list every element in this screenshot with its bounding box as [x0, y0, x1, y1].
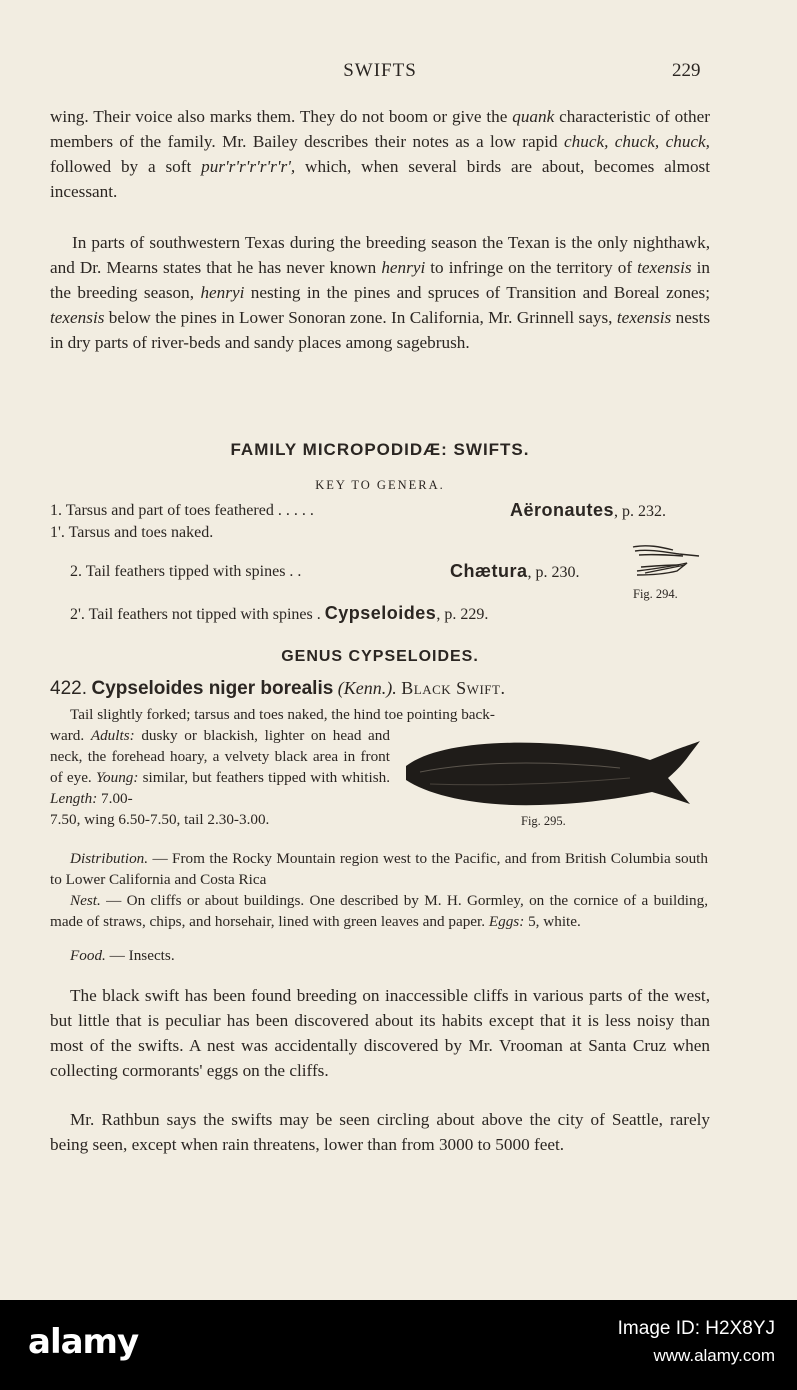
paragraph-voice: [50, 104, 710, 204]
key-line-2b: [70, 603, 488, 624]
para1-segment: wing. Their voice also marks them. They do not boom or give the: [50, 107, 513, 126]
key-line-2-result: [450, 561, 580, 582]
para2-segment: henryi: [200, 283, 245, 302]
species-heading: [50, 678, 505, 700]
figure-295-caption: Fig. 295.: [521, 814, 566, 828]
para2-segment: In parts of southwestern Texas during the breeding season the Texan is the only nighthawk, and Dr. Mearns states that he has never known: [50, 233, 710, 277]
para2-segment: to infringe on the territory of: [425, 258, 638, 277]
nest-segment: Nest.: [70, 892, 101, 909]
food-segment: Food.: [70, 947, 106, 964]
para1-segment: pur'r'r'r'r'r'r',: [201, 157, 296, 176]
swift-tail-illustration: [627, 541, 703, 585]
description-block: [50, 725, 390, 809]
para2-segment: texensis: [50, 308, 105, 327]
species-name: Cypseloides niger borealis: [91, 678, 334, 699]
page-number: 229: [672, 60, 701, 81]
para2-segment: below the pines in Lower Sonoran zone. In California, Mr. Grinnell says,: [104, 308, 617, 327]
para1-segment: followed by a soft: [50, 157, 202, 176]
genus-aeronautes: Aëronautes: [510, 500, 615, 520]
paragraph-seattle: Mr. Rathbun says the swifts may be seen circling about above the city of Seattle, rarely being seen, except when rain threatens, lower than from 3000 to 5000 feet.: [50, 1110, 710, 1154]
black-swift-illustration: [400, 738, 700, 813]
key-heading: KEY TO GENERA.: [315, 478, 445, 492]
distribution-segment: Distribution.: [70, 850, 149, 867]
para2-segment: nesting in the pines and spruces of Transition and Boreal zones;: [244, 283, 711, 302]
running-header-title: SWIFTS: [343, 60, 417, 81]
paragraph-texas: [50, 230, 710, 355]
para2-segment: texensis: [616, 308, 672, 327]
genus-heading: GENUS CYPSELOIDES.: [281, 648, 479, 665]
key-line-2b-text: 2'. Tail feathers not tipped with spines .: [70, 606, 325, 623]
key-line-1: 1. Tarsus and part of toes feathered . . . . .: [50, 502, 314, 519]
stock-footer-bar: [0, 1300, 797, 1390]
desc2-segment: Young:: [95, 769, 139, 786]
key-line-1-result: [510, 500, 666, 521]
paragraph-breeding: The black swift has been found breeding on inaccessible cliffs in various parts of the west, but little that is peculiar has been discovered about its habits except that it is less noisy than most of the swifts. A nest was accidentally discovered by Mr. Vrooman at Santa Cruz when collecting cormorants' eggs on the cliffs.: [50, 986, 710, 1080]
key-line-1b: 1'. Tarsus and toes naked.: [50, 524, 214, 541]
distribution-paragraph: [50, 848, 708, 890]
site-url: www.alamy.com: [653, 1346, 775, 1365]
genus-cypseloides-page: , p. 229.: [436, 606, 489, 623]
para2-segment: henryi: [381, 258, 426, 277]
genus-aeronautes-page: , p. 232.: [614, 503, 667, 520]
desc2-segment: ward.: [50, 727, 91, 744]
para1-segment: quank: [512, 107, 555, 126]
description-line-1: Tail slightly forked; tarsus and toes naked, the hind toe pointing back-: [70, 706, 495, 723]
genus-cypseloides: Cypseloides: [324, 603, 437, 623]
para2-segment: in the breeding season,: [50, 258, 710, 302]
nest-paragraph: [50, 890, 708, 932]
distribution-segment: — From the Rocky Mountain region west to the Pacific, and from British Columbia south to Lower California and Costa Rica: [50, 850, 708, 888]
nest-segment: 5, white.: [524, 913, 581, 930]
image-id-label: Image ID: H2X8YJ: [617, 1318, 775, 1339]
para2-segment: texensis: [637, 258, 692, 277]
desc2-segment: dusky or blackish, lighter on head and neck, the forehead hoary, a velvety black area in front of eye.: [50, 727, 390, 786]
genus-chaetura-page: , p. 230.: [527, 564, 580, 581]
desc2-segment: 7.00-: [97, 790, 133, 807]
para1-segment: which, when several birds are about, becomes almost incessant.: [50, 157, 711, 201]
food-segment: — Insects.: [105, 947, 175, 964]
figure-294-caption: Fig. 294.: [633, 587, 678, 601]
para2-segment: nests in dry parts of river-beds and sandy places among sagebrush.: [50, 308, 711, 352]
para1-segment: characteristic of other members of the family. Mr. Bailey describes their notes as a low rapid: [50, 107, 710, 151]
family-heading: FAMILY MICROPODIDÆ: SWIFTS.: [230, 440, 530, 459]
nest-segment: — On cliffs or about buildings. One described by M. H. Gormley, on the cornice of a building, made of straws, chips, and horsehair, lined with green leaves and paper.: [50, 892, 708, 930]
key-line-2: 2. Tail feathers tipped with spines . .: [70, 563, 302, 580]
para1-segment: chuck, chuck, chuck,: [564, 132, 710, 151]
species-common-name: Black Swift.: [401, 678, 506, 698]
nest-segment: Eggs:: [488, 913, 525, 930]
species-author: (Kenn.).: [337, 678, 397, 698]
desc2-segment: Adults:: [90, 727, 135, 744]
species-number: 422.: [50, 678, 87, 699]
alamy-logo: alamy: [28, 1322, 139, 1362]
desc2-segment: Length:: [50, 790, 98, 807]
genus-chaetura: Chætura: [450, 561, 528, 581]
desc2-segment: similar, but feathers tipped with whitish.: [138, 769, 391, 786]
food-paragraph: [50, 945, 708, 966]
description-measurements: 7.50, wing 6.50-7.50, tail 2.30-3.00.: [50, 811, 270, 828]
